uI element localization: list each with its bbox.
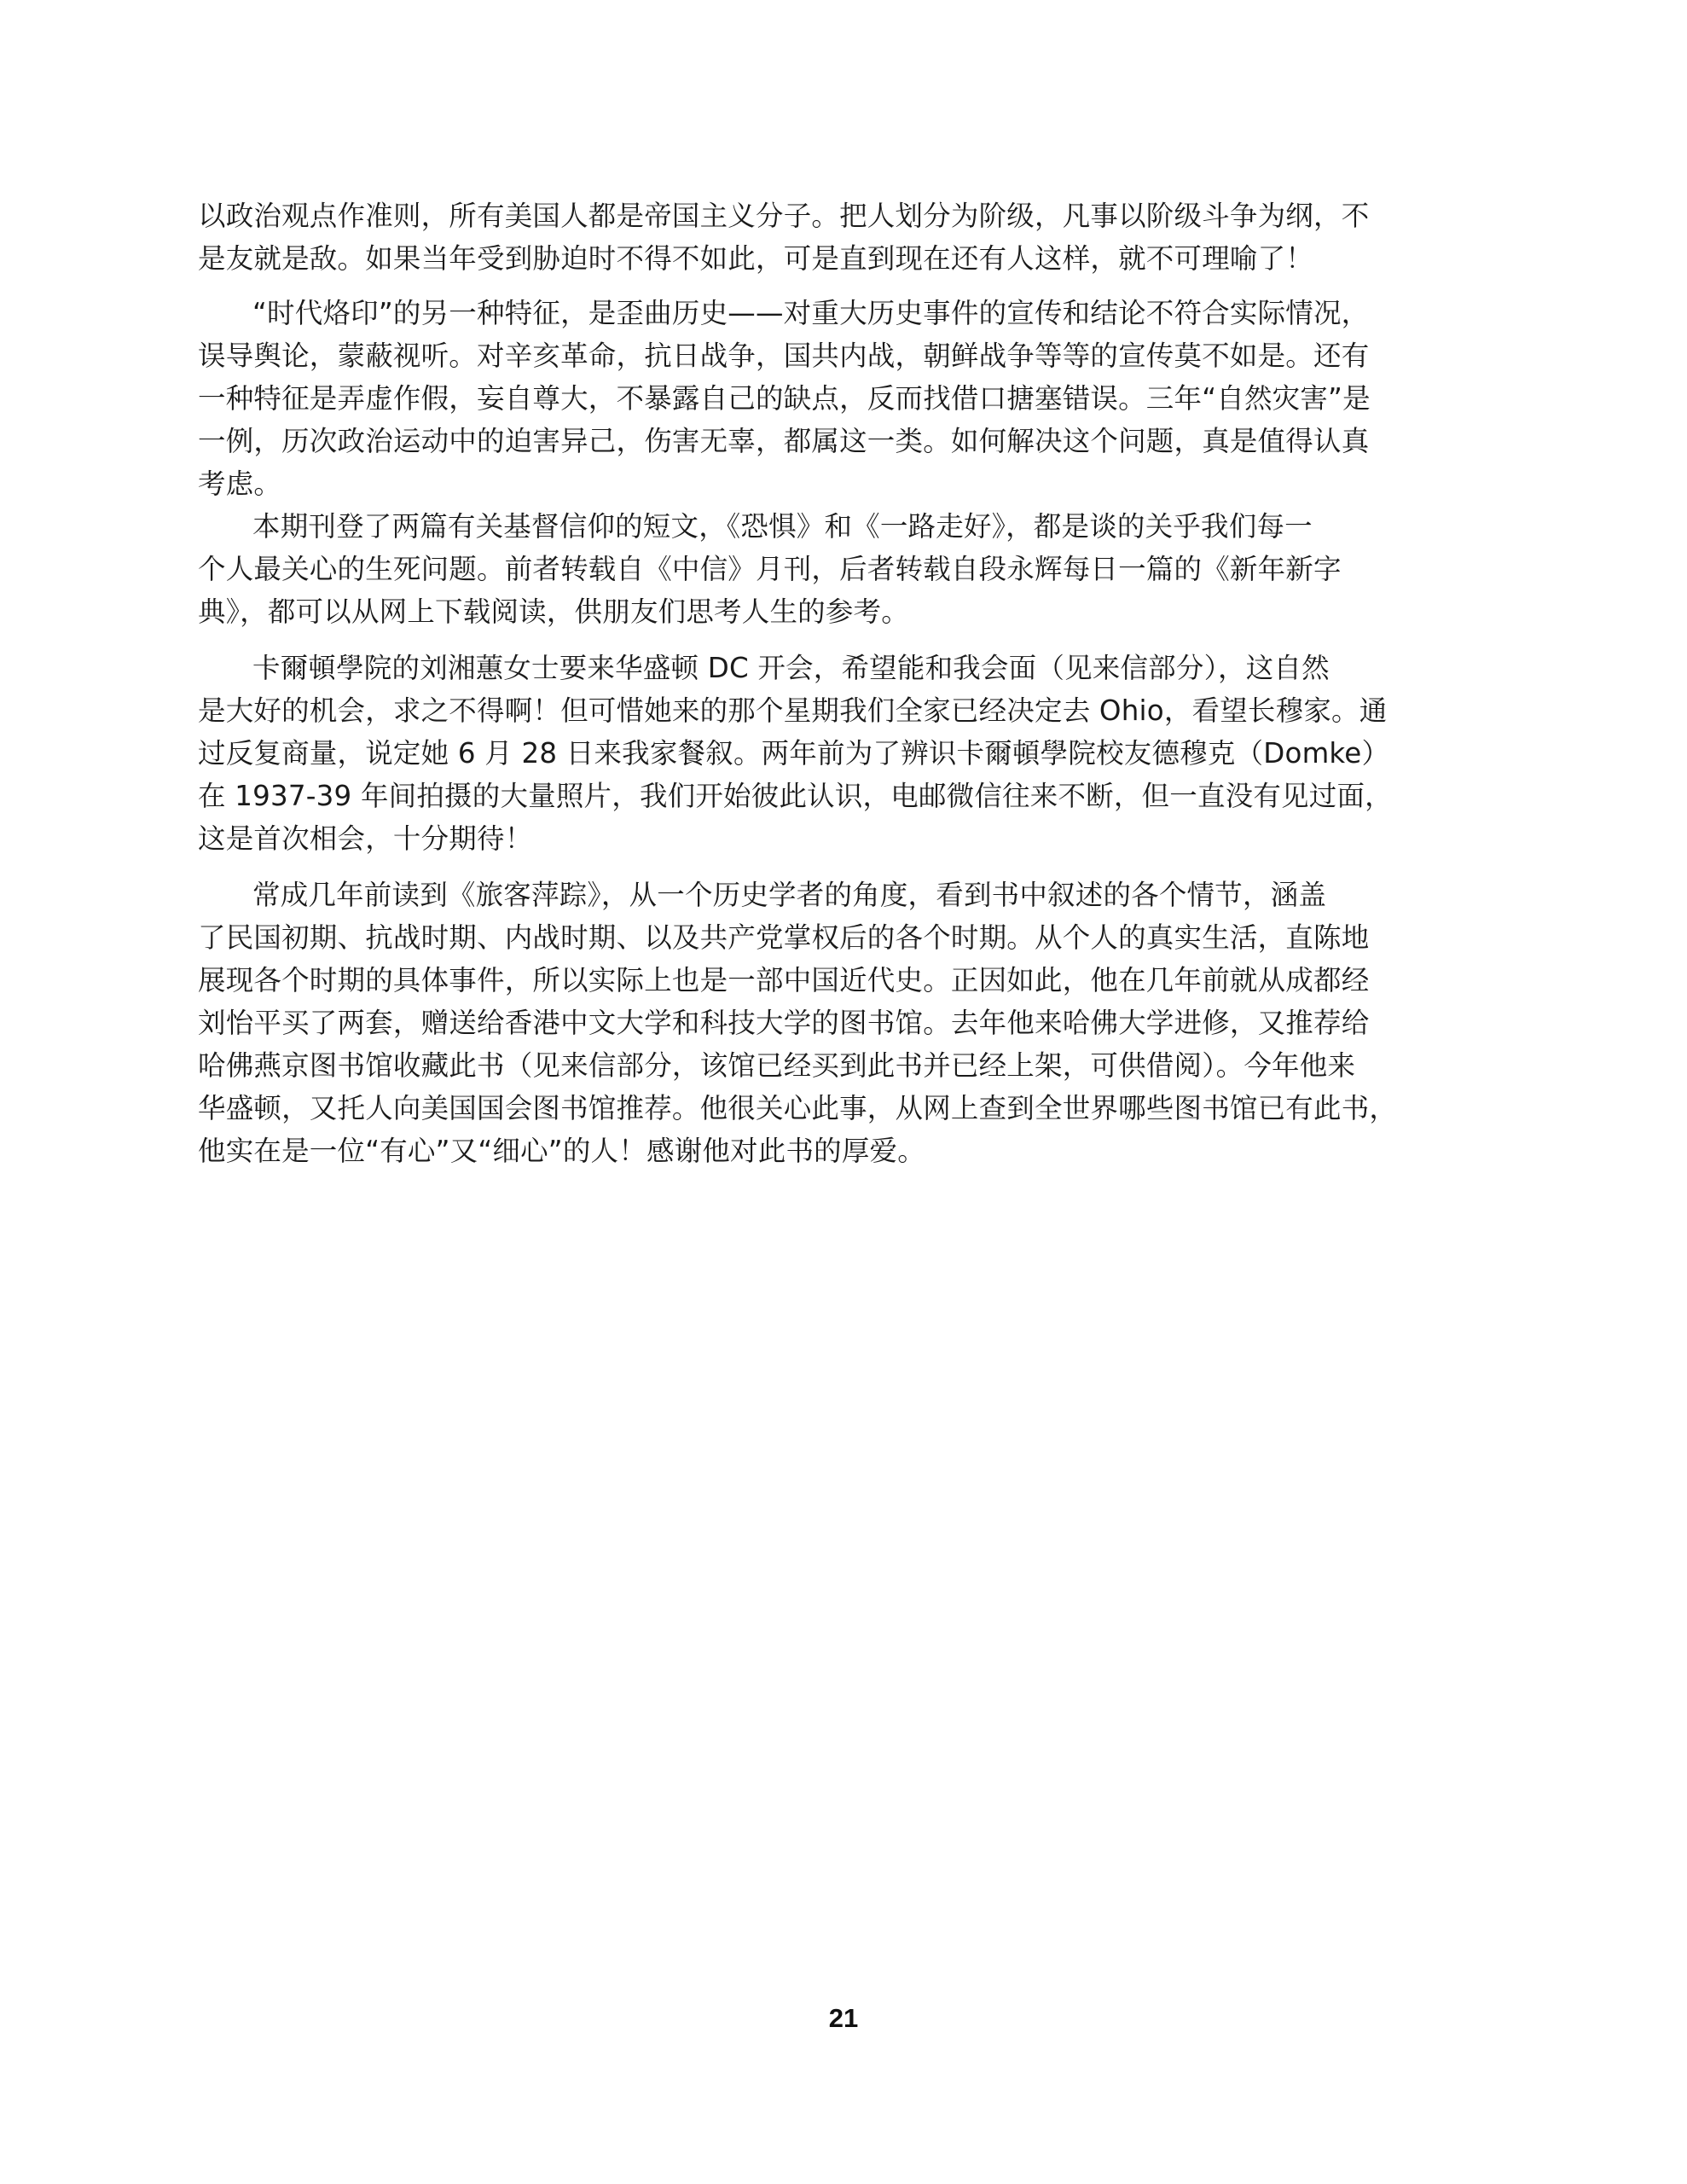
paragraph-3: 本期刊登了两篇有关基督信仰的短文，《恐惧》和《一路走好》，都是谈的关乎我们每一 个人最关心的生死问题。前者转载自《中信》月刊，后者转载自段永辉每日一篇的《新年新字 典》，都可以从网上下载阅读，供朋友们思考人生的参考。 [198,510,1342,628]
paragraph-2: “时代烙印”的另一种特征，是歪曲历史——对重大历史事件的宣传和结论不符合实际情况， 误导舆论，蒙蔽视听。对辛亥革命，抗日战争，国共内战，朝鲜战争等等的宣传莫不如是。还有 一种特征是弄虚作假，妄自尊大，不暴露自己的缺点，反而找借口搪塞错误。三年“自然灾害”是 一例，历次政治运动中的迫害异己，伤害无辜，都属这一类。如何解决这个问题，真是值得认真 考虑。 [198,297,1371,500]
page-number: 21 [828,2003,859,2033]
paragraph-5: 常成几年前读到《旅客萍踪》，从一个历史学者的角度，看到书中叙述的各个情节，涵盖 了民国初期、抗战时期、内战时期、以及共产党掌权后的各个时期。从个人的真实生活，直陈地 展现各个时期的具体事件，所以实际上也是一部中国近代史。正因如此，他在几年前就从成都经 刘怡平买了两套，赠送给香港中文大学和科技大学的图书馆。去年他来哈佛大学进修，又推荐给 哈佛燕京图书馆收藏此书（见来信部分，该馆已经买到此书并已经上架，可供借阅）。今年他来 华盛顿，又托人向美国国会图书馆推荐。他很关心此事，从网上查到全世界哪些图书馆已有此书， 他实在是一位“有心”又“细心”的人！感谢他对此书的厚爱。 [198,879,1398,1167]
body-text [198,195,1494,1172]
paragraph-1: 以政治观点作准则，所有美国人都是帝国主义分子。把人划分为阶级，凡事以阶级斗争为纲，不 是友就是敌。如果当年受到胁迫时不得不如此，可是直到现在还有人这样，就不可理喻了！ [198,200,1370,275]
paragraph-4: 卡爾頓學院的刘湘蕙女士要来华盛顿 DC 开会，希望能和我会面（见来信部分），这自然 是大好的机会，求之不得啊！但可惜她来的那个星期我们全家已经决定去 Ohio，看望长穆家。通 过反复商量，说定她 6 月 28 日来我家餐叙。两年前为了辨识卡爾頓學院校友德穆克（Domke） 在 1937-39 年间拍摄的大量照片，我们开始彼此认识，电邮微信往来不断，但一直没有见过面， 这是首次相会，十分期待！ [198,652,1393,855]
